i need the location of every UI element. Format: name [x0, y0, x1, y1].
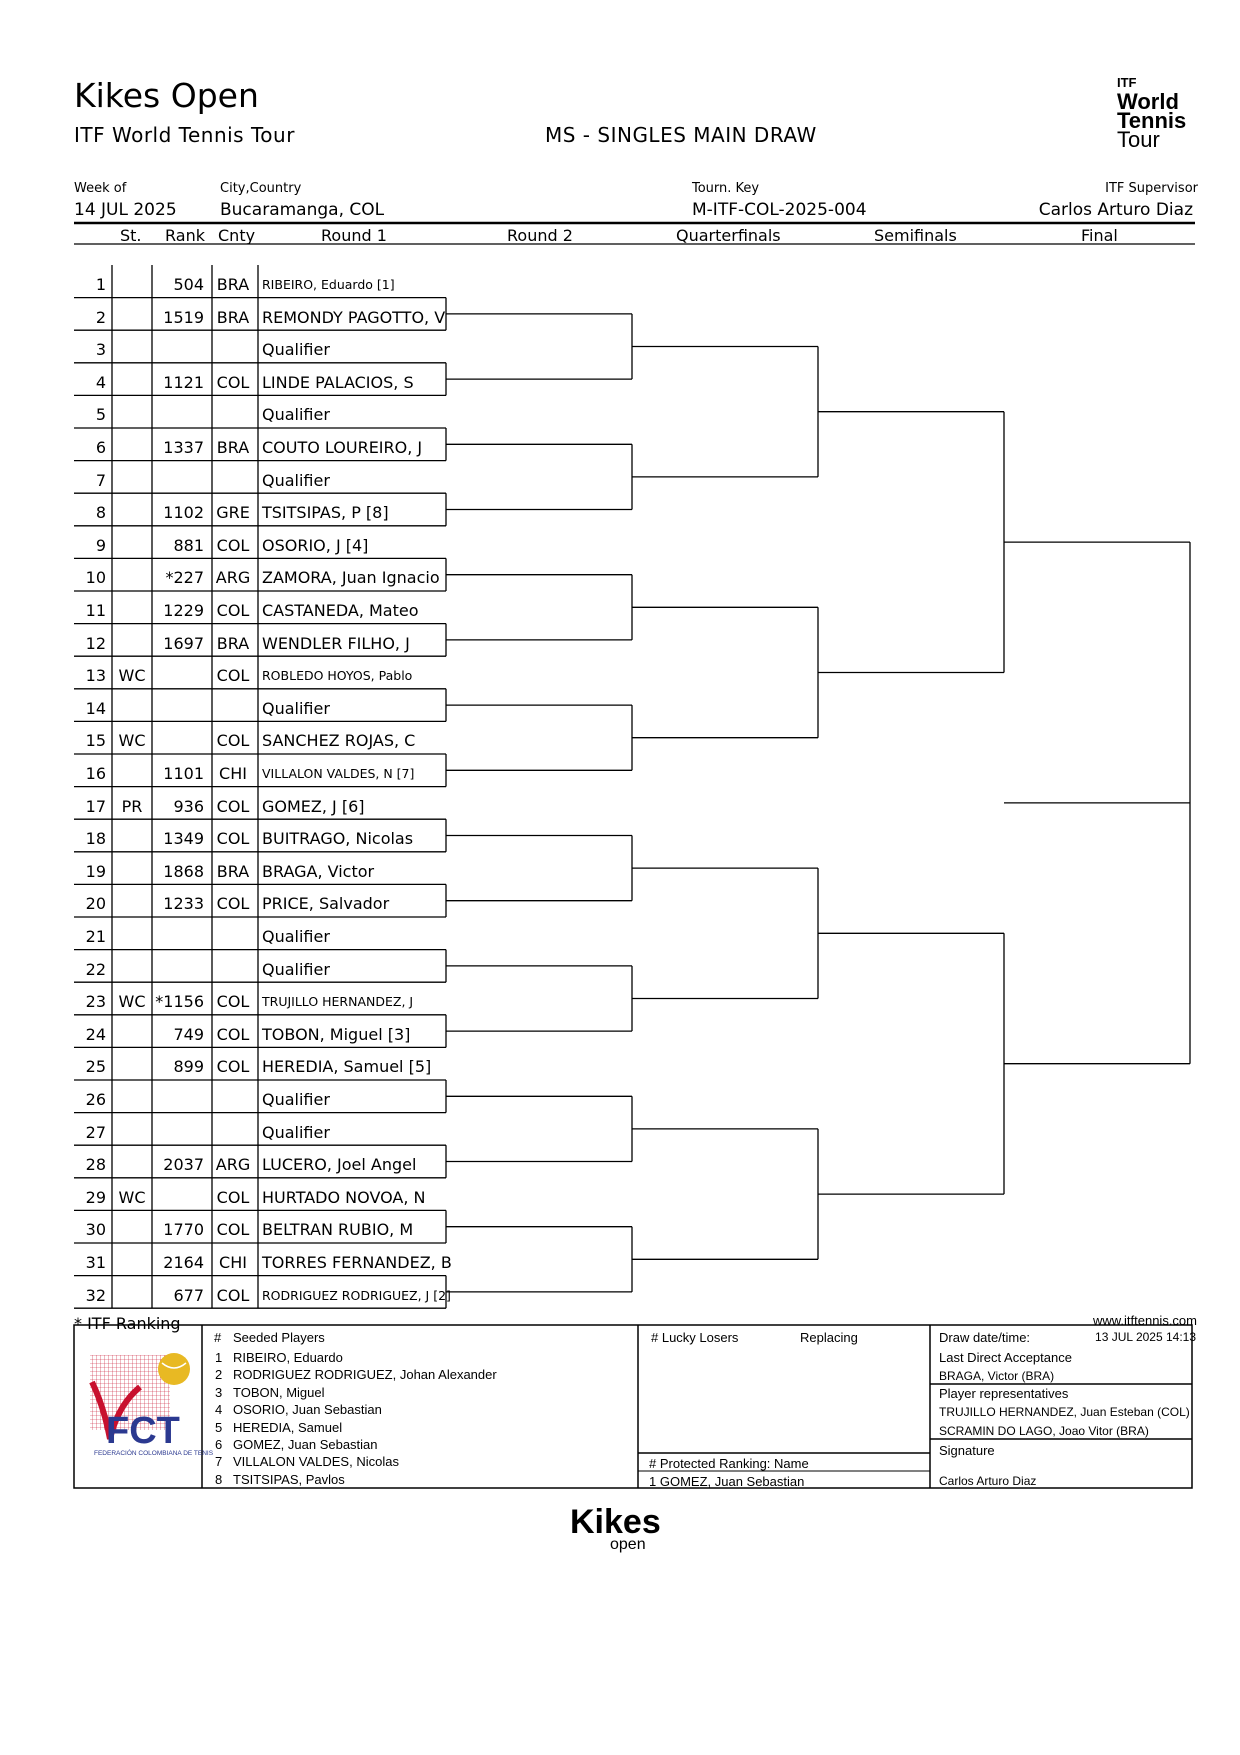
player-rank: 881 [173, 535, 204, 555]
supervisor-label: ITF Supervisor [1105, 181, 1198, 196]
seed-name: OSORIO, Juan Sebastian [233, 1402, 382, 1418]
player-country: BRA [216, 275, 250, 294]
player-name: SANCHEZ ROJAS, C [262, 731, 416, 751]
fct-logo-caption: FEDERACIÓN COLOMBIANA DE TENIS [94, 1450, 214, 1457]
draw-position: 1 [95, 275, 106, 294]
player-rank: 1868 [163, 861, 204, 881]
fct-logo [88, 1347, 214, 1467]
seed-name: RIBEIRO, Eduardo [233, 1350, 343, 1365]
player-name: REMONDY PAGOTTO, V [262, 307, 446, 327]
player-reps-label: Player representatives [939, 1386, 1069, 1401]
player-country: COL [216, 1220, 250, 1240]
player-name: RODRIGUEZ RODRIGUEZ, J [2] [262, 1287, 451, 1303]
tournament-title: Kikes Open [74, 76, 259, 115]
city-value: Bucaramanga, COL [220, 200, 385, 220]
player-name: Qualifier [262, 340, 330, 360]
player-name: RIBEIRO, Eduardo [1] [262, 277, 395, 292]
player-rep-2: SCRAMIN DO LAGO, Joao Vitor (BRA) [939, 1424, 1149, 1438]
player-rank: 1337 [163, 438, 204, 457]
draw-position: 21 [85, 927, 106, 946]
draw-position: 30 [85, 1220, 106, 1240]
draw-position: 31 [85, 1253, 106, 1272]
player-rank: 1770 [163, 1220, 204, 1240]
player-name: Qualifier [262, 405, 330, 425]
signature-value: Carlos Arturo Diaz [939, 1474, 1037, 1488]
seed-number: 3 [215, 1384, 223, 1400]
player-rank: 1229 [163, 601, 204, 620]
player-name: VILLALON VALDES, N [7] [262, 766, 415, 781]
draw-position: 26 [85, 1090, 106, 1109]
player-name: ZAMORA, Juan Ignacio [262, 568, 440, 588]
player-name: TORRES FERNANDEZ, B [262, 1253, 452, 1272]
player-country: COL [216, 1024, 250, 1044]
logo-tennis: Tennis [1117, 108, 1187, 133]
player-rank: 1121 [163, 372, 204, 392]
player-country: CHI [219, 1253, 247, 1272]
seed-name: HEREDIA, Samuel [233, 1419, 343, 1435]
protected-header: # Protected Ranking: Name [649, 1456, 809, 1471]
draw-position: 3 [95, 340, 106, 360]
draw-position: 32 [85, 1285, 106, 1305]
week-label: Week of [74, 181, 127, 196]
player-rank: 899 [173, 1057, 204, 1077]
signature-label: Signature [939, 1443, 995, 1458]
draw-name: MS - SINGLES MAIN DRAW [545, 123, 817, 147]
seed-number: 4 [215, 1402, 223, 1418]
player-rank: 1102 [163, 503, 204, 523]
key-value: M-ITF-COL-2025-004 [692, 200, 867, 220]
draw-position: 11 [85, 601, 106, 620]
key-label: Tourn. Key [692, 181, 760, 196]
logo-world: World [1117, 89, 1179, 114]
last-da-label: Last Direct Acceptance [939, 1350, 1072, 1365]
replacing-header: Replacing [800, 1330, 858, 1345]
player-country: COL [216, 1057, 250, 1077]
draw-date-value: 13 JUL 2025 14:13 [1095, 1330, 1196, 1344]
seed-number: 5 [215, 1419, 223, 1435]
protected-entry: 1 GOMEZ, Juan Sebastian [649, 1474, 805, 1489]
draw-position: 13 [85, 666, 106, 686]
draw-position: 28 [85, 1155, 106, 1175]
draw-position: 12 [85, 633, 106, 653]
player-name: PRICE, Salvador [262, 894, 390, 914]
player-rank: 1697 [163, 633, 204, 653]
player-name: Qualifier [262, 470, 330, 490]
sponsor-logo-sub: open [610, 1536, 646, 1553]
col-round2: Round 2 [507, 226, 573, 245]
player-rank: 1101 [163, 764, 204, 783]
col-round1: Round 1 [321, 226, 387, 245]
player-name: TOBON, Miguel [3] [262, 1024, 411, 1044]
entry-status: PR [121, 796, 143, 816]
draw-position: 16 [85, 764, 106, 783]
draw-position: 17 [85, 796, 106, 816]
player-name: Qualifier [262, 927, 330, 946]
seed-number: 8 [215, 1471, 223, 1487]
player-country: COL [216, 894, 250, 914]
draw-position: 10 [85, 568, 106, 588]
player-country: COL [216, 1187, 250, 1207]
player-rep-1: TRUJILLO HERNANDEZ, Juan Esteban (COL) [939, 1405, 1190, 1419]
player-rank: 2164 [163, 1253, 204, 1272]
player-name: BUITRAGO, Nicolas [262, 829, 414, 849]
draw-position: 19 [85, 861, 106, 881]
player-name: BRAGA, Victor [262, 861, 375, 881]
seed-name: RODRIGUEZ RODRIGUEZ, Johan Alexander [233, 1367, 497, 1383]
player-country: BRA [216, 633, 250, 653]
player-country: BRA [216, 438, 250, 457]
player-name: COUTO LOUREIRO, J [262, 438, 423, 457]
seed-number: 2 [215, 1367, 223, 1383]
player-rank: 1519 [163, 307, 204, 327]
kikes-open-logo [568, 1503, 668, 1561]
seed-name: TOBON, Miguel [233, 1384, 325, 1400]
website-link[interactable]: www.itftennis.com [1092, 1313, 1197, 1328]
player-name: HURTADO NOVOA, N [262, 1187, 426, 1207]
draw-position: 20 [85, 894, 106, 914]
draw-position: 6 [95, 438, 106, 457]
seed-name: TSITSIPAS, Pavlos [233, 1471, 345, 1487]
player-name: OSORIO, J [4] [262, 535, 369, 555]
player-rank: 677 [173, 1285, 204, 1305]
supervisor-value: Carlos Arturo Diaz [1038, 200, 1193, 220]
player-name: GOMEZ, J [6] [262, 796, 365, 816]
seed-number: 6 [215, 1437, 223, 1452]
entry-status: WC [118, 992, 146, 1012]
player-country: COL [216, 829, 250, 849]
player-name: Qualifier [262, 959, 330, 979]
seed-name: VILLALON VALDES, Nicolas [233, 1454, 399, 1470]
player-name: CASTANEDA, Mateo [262, 601, 419, 620]
draw-position: 9 [95, 535, 106, 555]
player-name: HEREDIA, Samuel [5] [262, 1057, 432, 1077]
col-st: St. [120, 226, 142, 245]
seed-number: 7 [215, 1454, 223, 1470]
player-country: COL [216, 372, 250, 392]
draw-position: 14 [85, 698, 106, 718]
city-label: City,Country [220, 181, 302, 196]
player-country: CHI [219, 764, 247, 783]
seeded-hash: # [214, 1330, 222, 1345]
draw-position: 7 [95, 470, 106, 490]
player-rank: *1156 [155, 992, 204, 1012]
fct-logo-text: FCT [106, 1410, 180, 1452]
col-cnty: Cnty [218, 226, 256, 245]
player-name: ROBLEDO HOYOS, Pablo [262, 668, 413, 684]
player-name: LINDE PALACIOS, S [262, 372, 414, 392]
player-name: Qualifier [262, 1122, 330, 1142]
ranking-note: * ITF Ranking [74, 1314, 181, 1333]
player-country: BRA [216, 307, 250, 327]
draw-position: 5 [95, 405, 106, 425]
player-country: BRA [216, 861, 250, 881]
player-rank: 1349 [163, 829, 204, 849]
draw-date-label: Draw date/time: [939, 1330, 1031, 1345]
logo-itf: ITF [1117, 75, 1137, 90]
player-country: ARG [215, 568, 251, 588]
entry-status: WC [118, 666, 146, 686]
logo-tour: Tour [1117, 127, 1160, 152]
player-rank: 936 [173, 796, 204, 816]
player-country: ARG [215, 1155, 251, 1175]
sponsor-logo-text: Kikes [570, 1503, 661, 1541]
draw-position: 23 [85, 992, 106, 1012]
col-quarterfinals: Quarterfinals [676, 226, 781, 245]
draw-position: 15 [85, 731, 106, 751]
draw-position: 18 [85, 829, 106, 849]
draw-position: 22 [85, 959, 106, 979]
draw-position: 2 [95, 307, 106, 327]
col-rank: Rank [165, 226, 205, 245]
seed-number: 1 [215, 1350, 223, 1365]
entry-status: WC [118, 1187, 146, 1207]
draw-position: 4 [95, 372, 106, 392]
seeded-header: Seeded Players [233, 1330, 325, 1345]
last-da-value: BRAGA, Victor (BRA) [939, 1369, 1055, 1383]
player-name: LUCERO, Joel Angel [262, 1155, 417, 1175]
player-name: TSITSIPAS, P [8] [262, 503, 389, 523]
player-name: BELTRAN RUBIO, M [262, 1220, 414, 1240]
player-country: COL [216, 601, 250, 620]
draw-position: 27 [85, 1122, 106, 1142]
player-country: GRE [216, 503, 250, 523]
draw-position: 8 [95, 503, 106, 523]
player-name: TRUJILLO HERNANDEZ, J [262, 994, 414, 1010]
draw-position: 25 [85, 1057, 106, 1077]
player-rank: *227 [165, 568, 204, 588]
player-country: COL [216, 1285, 250, 1305]
draw-position: 29 [85, 1187, 106, 1207]
col-final: Final [1081, 226, 1118, 245]
week-value: 14 JUL 2025 [74, 200, 177, 220]
player-country: COL [216, 796, 250, 816]
col-semifinals: Semifinals [874, 226, 957, 245]
seed-name: GOMEZ, Juan Sebastian [233, 1437, 378, 1452]
player-rank: 749 [173, 1024, 204, 1044]
player-country: COL [216, 992, 250, 1012]
player-name: Qualifier [262, 1090, 330, 1109]
player-rank: 2037 [163, 1155, 204, 1175]
tour-subtitle: ITF World Tennis Tour [74, 123, 295, 147]
lucky-losers-header: # Lucky Losers [651, 1330, 739, 1345]
player-country: COL [216, 731, 250, 751]
player-rank: 1233 [163, 894, 204, 914]
player-country: COL [216, 666, 250, 686]
player-rank: 504 [173, 275, 204, 294]
entry-status: WC [118, 731, 146, 751]
player-country: COL [216, 535, 250, 555]
player-name: Qualifier [262, 698, 330, 718]
draw-position: 24 [85, 1024, 106, 1044]
player-name: WENDLER FILHO, J [262, 633, 410, 653]
